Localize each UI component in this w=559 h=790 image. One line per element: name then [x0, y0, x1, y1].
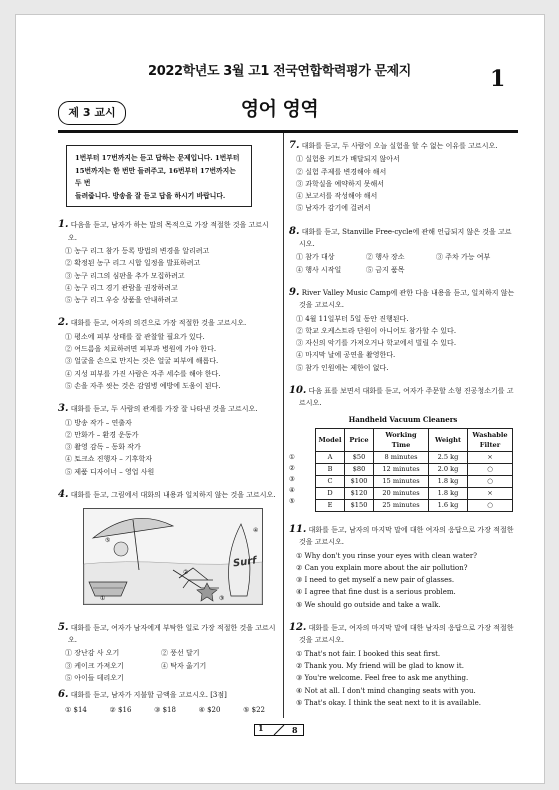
cell-price: $150: [345, 499, 374, 511]
question-12: [289, 622, 517, 709]
ball-icon: [114, 542, 128, 556]
question-3: [58, 403, 277, 478]
question-number: 9.: [289, 286, 300, 298]
question-text: 대화를 듣고, 남자가 지불할 금액을 고르시오. [3점]: [70, 691, 227, 700]
header-rule: [58, 130, 518, 133]
cell-price: $80: [345, 463, 374, 475]
label-marker: ③: [219, 595, 225, 603]
table-title: Handheld Vacuum Cleaners: [348, 414, 458, 424]
option[interactable]: ④ $20: [198, 706, 221, 715]
cell-filter: ○: [468, 475, 513, 487]
right-column: [289, 140, 517, 709]
column-divider: [283, 133, 284, 718]
option[interactable]: ④ 보고서를 작성해야 해서: [296, 192, 378, 201]
cell-filter: ×: [468, 451, 513, 463]
option[interactable]: ② 만화가 – 환경 운동가: [65, 430, 139, 439]
option[interactable]: ④ I agree that fine dust is a serious problem.: [296, 588, 456, 597]
row-marker[interactable]: ②: [289, 463, 295, 472]
option[interactable]: ④ 지성 피부를 가진 사람은 자주 세수를 해야 한다.: [65, 369, 221, 378]
question-number: 12.: [289, 622, 307, 634]
option[interactable]: ③ 촬영 감독 – 동화 작가: [65, 443, 141, 452]
question-4: [58, 489, 277, 610]
option[interactable]: ① 실험용 키트가 배달되지 않아서: [296, 155, 400, 164]
cell-model: A: [316, 451, 345, 463]
question-text: 다음을 듣고, 남자가 하는 말의 목적으로 가장 적절한 것을 고르시오.: [68, 221, 269, 242]
table-row: [316, 463, 513, 475]
option[interactable]: ④ 행사 시작일: [296, 265, 342, 274]
option[interactable]: ③ 농구 리그의 심판을 추가 모집하려고: [65, 271, 185, 280]
question-7: [289, 140, 517, 215]
table-header: Price: [345, 428, 374, 451]
session-badge: 제 3 교시: [58, 101, 126, 125]
page-footer: [254, 724, 304, 736]
row-markers: [289, 428, 301, 512]
option[interactable]: ① 방송 작가 – 연출자: [65, 418, 132, 427]
question-text: River Valley Music Camp에 관한 다음 내용을 듣고, 일치하지 않는 것을 고르시오.: [299, 288, 515, 310]
question-8: [289, 226, 517, 276]
boat-icon: [89, 582, 127, 596]
question-number: 4.: [58, 489, 69, 501]
option[interactable]: ③ 케이크 가져오기: [65, 661, 124, 670]
cell-weight: 2.5 kg: [429, 451, 468, 463]
question-text: 대화를 듣고, 여자의 의견으로 가장 적절한 것을 고르시오.: [70, 319, 247, 328]
question-2: [58, 317, 277, 392]
question-number: 3.: [58, 403, 69, 415]
option[interactable]: ② 행사 장소: [366, 253, 405, 262]
label-marker: ④: [253, 527, 259, 535]
option[interactable]: ⑤ 참가 인원에는 제한이 없다.: [296, 363, 389, 372]
label-marker: ⑤: [105, 537, 111, 545]
option[interactable]: ① 평소에 피부 상태를 잘 관찰할 필요가 있다.: [65, 332, 205, 341]
option[interactable]: ② Thank you. My friend will be glad to know it.: [296, 661, 464, 670]
row-marker[interactable]: ⑤: [289, 496, 295, 505]
option[interactable]: ① Why don't you rinse your eyes with clean water?: [296, 551, 478, 560]
footer-page: 1: [258, 723, 264, 733]
question-1: [58, 219, 277, 306]
question-6: [58, 689, 277, 717]
question-text: 대화를 듣고, 두 사람의 관계를 가장 잘 나타낸 것을 고르시오.: [70, 405, 258, 414]
notice-line: 15번까지는 한 번만 들려주고, 16번부터 17번까지는 두 번: [75, 166, 236, 188]
question-number: 2.: [58, 317, 69, 329]
label-marker: ①: [100, 595, 106, 603]
listening-notice: [66, 145, 252, 207]
option[interactable]: ② 여드름을 치료하려면 피부과 병원에 가야 한다.: [65, 345, 217, 354]
footer-total: 8: [292, 725, 298, 735]
question-number: 6.: [58, 689, 69, 701]
row-marker[interactable]: ④: [289, 485, 295, 494]
option[interactable]: ① 4월 11일부터 5일 동안 진행된다.: [296, 314, 409, 323]
cell-model: B: [316, 463, 345, 475]
question-10: [289, 385, 517, 512]
option[interactable]: ② 실험 주제를 변경해야 해서: [296, 167, 387, 176]
question-number: 5.: [58, 621, 69, 633]
option[interactable]: ② 풍선 달기: [161, 649, 200, 658]
surf-logo: Surf: [232, 555, 258, 570]
question-text: 다음 표를 보면서 대화를 듣고, 여자가 주문할 소형 진공청소기를 고르시오.: [299, 387, 514, 408]
cell-weight: 1.8 kg: [429, 475, 468, 487]
row-marker[interactable]: ①: [289, 452, 295, 461]
option[interactable]: ③ 주차 가능 여부: [436, 253, 491, 262]
option[interactable]: ② $16: [109, 706, 132, 715]
option[interactable]: ⑤ 아이들 데리오기: [65, 673, 124, 682]
option[interactable]: ⑤ 금지 품목: [366, 265, 405, 274]
question-text: 대화를 듣고, 여자가 남자에게 부탁한 일로 가장 적절한 것을 고르시오.: [68, 623, 276, 644]
option[interactable]: ② 학교 오케스트라 단원이 아니어도 참가할 수 있다.: [296, 326, 457, 335]
cell-price: $120: [345, 487, 374, 499]
question-11: [289, 524, 517, 611]
subject-title: 영어 영역: [240, 98, 319, 120]
question-number: 11.: [289, 523, 307, 535]
question-number: 10.: [289, 385, 307, 397]
exam-title: 2022학년도 3월 고1 전국연합학력평가 문제지: [148, 64, 411, 79]
left-column: [58, 138, 277, 717]
option[interactable]: ② Can you explain more about the air pollution?: [296, 563, 468, 572]
option[interactable]: ③ $18: [154, 706, 176, 715]
option[interactable]: ③ 얼굴을 손으로 만지는 것은 얼굴 피부에 해롭다.: [65, 357, 219, 366]
option[interactable]: ⑤ $22: [243, 706, 265, 715]
option[interactable]: ④ 마지막 날에 공연을 촬영한다.: [296, 351, 396, 360]
notice-line: 들려줍니다. 방송을 잘 듣고 답을 하시기 바랍니다.: [75, 191, 226, 200]
cell-weight: 1.6 kg: [429, 499, 468, 511]
option[interactable]: ① That's not fair. I booked this seat first.: [296, 649, 441, 658]
cell-model: C: [316, 475, 345, 487]
page-number: 1: [490, 66, 506, 92]
question-text: 대화를 듣고, 그림에서 대화의 내용과 일치하지 않는 것을 고르시오.: [70, 491, 276, 500]
option[interactable]: ② 확정된 농구 리그 시합 일정을 발표하려고: [65, 259, 201, 268]
cell-time: 25 minutes: [374, 499, 429, 511]
cell-weight: 1.8 kg: [429, 487, 468, 499]
option[interactable]: ⑤ 제품 디자이너 – 영업 사원: [65, 467, 155, 476]
option[interactable]: ① 장난감 사 오기: [65, 649, 120, 658]
question-text: 대화를 듣고, Stanville Free-cycle에 관해 언급되지 않은 것을 고르시오.: [299, 227, 512, 249]
option[interactable]: ④ 탁자 옮기기: [161, 661, 207, 670]
question-number: 1.: [58, 219, 69, 231]
option[interactable]: ① 농구 리그 참가 등록 방법의 변경을 알리려고: [65, 246, 210, 255]
option[interactable]: ⑤ We should go outside and take a walk.: [296, 600, 441, 609]
question-5: [58, 622, 277, 684]
cell-filter: ○: [468, 499, 513, 511]
row-marker[interactable]: ③: [289, 474, 295, 483]
option[interactable]: ③ You're welcome. Feel free to ask me anything.: [296, 674, 469, 683]
table-header: Model: [316, 428, 345, 451]
cell-filter: ○: [468, 463, 513, 475]
table-header: Washable Filter: [468, 428, 513, 451]
question-number: 7.: [289, 140, 300, 151]
beach-illustration: [83, 508, 263, 605]
cell-time: 20 minutes: [374, 487, 429, 499]
table-header: Weight: [429, 428, 468, 451]
option[interactable]: ⑤ 농구 리그 우승 상품을 안내하려고: [65, 296, 178, 305]
option[interactable]: ① 참가 대상: [296, 253, 335, 262]
option[interactable]: ④ Not at all. I don't mind changing seats with you.: [296, 686, 476, 695]
table-row: [316, 499, 513, 511]
cell-price: $100: [345, 475, 374, 487]
cell-filter: ×: [468, 487, 513, 499]
option[interactable]: ① $14: [65, 706, 87, 715]
option[interactable]: ⑤ That's okay. I think the seat next to it is available.: [296, 698, 481, 707]
label-marker: ②: [183, 569, 189, 577]
table-row: [316, 451, 513, 463]
notice-line: 1번부터 17번까지는 듣고 답하는 문제입니다. 1번부터: [75, 154, 240, 162]
cell-weight: 2.0 kg: [429, 463, 468, 475]
cell-time: 8 minutes: [374, 451, 429, 463]
option[interactable]: ④ 토크쇼 진행자 – 기후학자: [65, 455, 153, 464]
question-text: 대화를 듣고, 두 사람이 오늘 실험을 할 수 없는 이유를 고르시오.: [301, 142, 498, 150]
option[interactable]: ④ 농구 리그 경기 관람을 권장하려고: [65, 283, 178, 292]
question-text: 대화를 듣고, 남자의 마지막 말에 대한 여자의 응답으로 가장 적절한 것을 고르시오.: [299, 525, 514, 547]
table-header: Working Time: [374, 428, 429, 451]
option[interactable]: ③ I need to get myself a new pair of glasses.: [296, 576, 455, 585]
question-text: 대화를 듣고, 여자의 마지막 말에 대한 남자의 응답으로 가장 적절한 것을 고르시오.: [299, 624, 514, 645]
cell-time: 12 minutes: [374, 463, 429, 475]
vacuum-table: [315, 428, 513, 512]
option[interactable]: ⑤ 손을 자주 씻는 것은 감염병 예방에 도움이 된다.: [65, 381, 221, 390]
cell-time: 15 minutes: [374, 475, 429, 487]
question-number: 8.: [289, 225, 300, 237]
question-9: [289, 287, 517, 374]
table-row: [316, 475, 513, 487]
cell-price: $50: [345, 451, 374, 463]
cell-model: E: [316, 499, 345, 511]
option[interactable]: ③ 자신의 악기를 가져오거나 학교에서 빌릴 수 있다.: [296, 339, 457, 348]
option[interactable]: ③ 과학실을 예약하지 못해서: [296, 179, 385, 188]
cell-model: D: [316, 487, 345, 499]
table-row: [316, 487, 513, 499]
option[interactable]: ⑤ 남자가 감기에 걸려서: [296, 204, 371, 213]
